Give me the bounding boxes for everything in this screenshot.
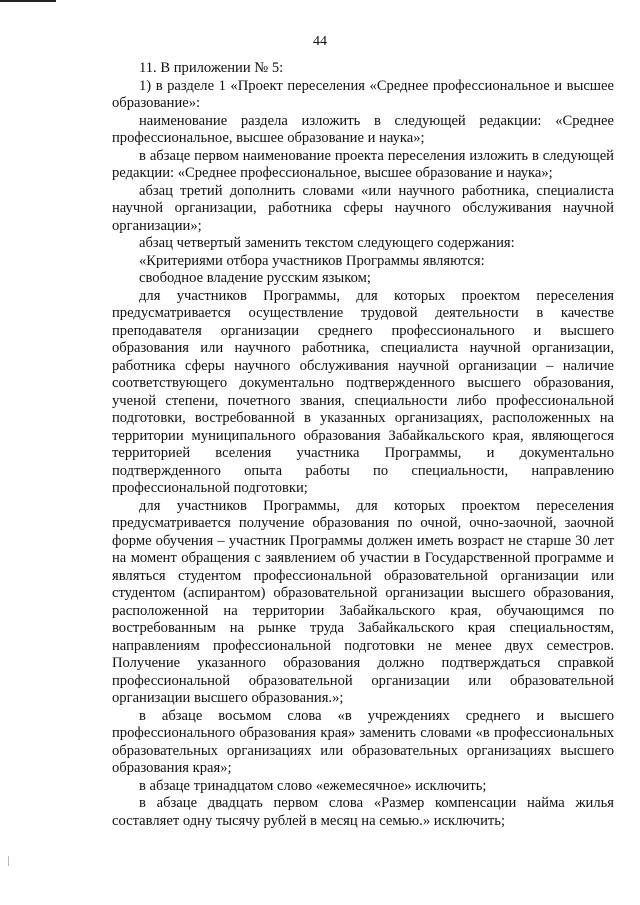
paragraph: для участников Программы, для которых проектом переселения предусматривается осуществление трудовой деятельности в качестве преподавателя организации среднего профессионального и высшего образования или научного работника, специалиста научной организации, работника сферы научного обслуживания научной организации – наличие соответствующего документально подтвержденного высшего образования, ученой степени, почетного звания, специальности либо профессиональной подготовки, востребованной в указанных организациях, расположенных на территории муниципального образования Забайкальского края, являющегося территорией вселения участника Программы, и документально подтвержденного опыта работы по специальности, направлению профессиональной подготовки; xyxy=(112,287,614,496)
paragraph: абзац третий дополнить словами «или научного работника, специалиста научной организации, работника сферы научного обслуживания научной организации»; xyxy=(112,182,614,234)
paragraph: 1) в разделе 1 «Проект переселения «Среднее профессиональное и высшее образование»: xyxy=(112,77,614,111)
paragraph: наименование раздела изложить в следующей редакции: «Среднее профессиональное, высшее образование и наука»; xyxy=(112,112,614,146)
page-number: 44 xyxy=(313,34,327,49)
paragraph: в абзаце тринадцатом слово «ежемесячное» исключить; xyxy=(139,777,487,794)
document-body xyxy=(112,60,614,830)
scan-mark xyxy=(8,856,9,866)
top-rule xyxy=(0,0,56,2)
paragraph: свободное владение русским языком; xyxy=(139,270,371,286)
paragraph: «Критериями отбора участников Программы являются: xyxy=(139,252,485,269)
paragraph: абзац четвертый заменить текстом следующего содержания: xyxy=(139,235,515,251)
paragraph: в абзаце двадцать первом слова «Размер компенсации найма жилья составляет одну тысячу рублей в месяц на семью.» исключить; xyxy=(112,795,614,829)
paragraph: для участников Программы, для которых проектом переселения предусматривается получение образования по очной, очно-заочной, заочной форме обучения – участник Программы должен иметь возраст не старше 30 лет на момент обращения с заявлением об участии в Государственной программе и являться студентом профессиональной образовательной организации или студентом (аспирантом) образовательной организации высшего образования, расположенной на территории Забайкальского края, обучающимся по востребованным на рынке труда Забайкальского края специальностям, направлениям профессиональной подготовки не менее двух семестров. Получение указанного образования должно подтверждаться справкой профессиональной образовательной организации или образовательной организации высшего образования.»; xyxy=(112,497,614,706)
paragraph: в абзаце первом наименование проекта переселения изложить в следующей редакции: «Среднее профессиональное, высшее образование и наука»; xyxy=(112,147,614,181)
paragraph: в абзаце восьмом слова «в учреждениях среднего и высшего профессионального образования края» заменить словами «в профессиональных образовательных организациях или образовательных организациях высшего образования края»; xyxy=(112,707,614,776)
paragraph: 11. В приложении № 5: xyxy=(139,60,284,76)
